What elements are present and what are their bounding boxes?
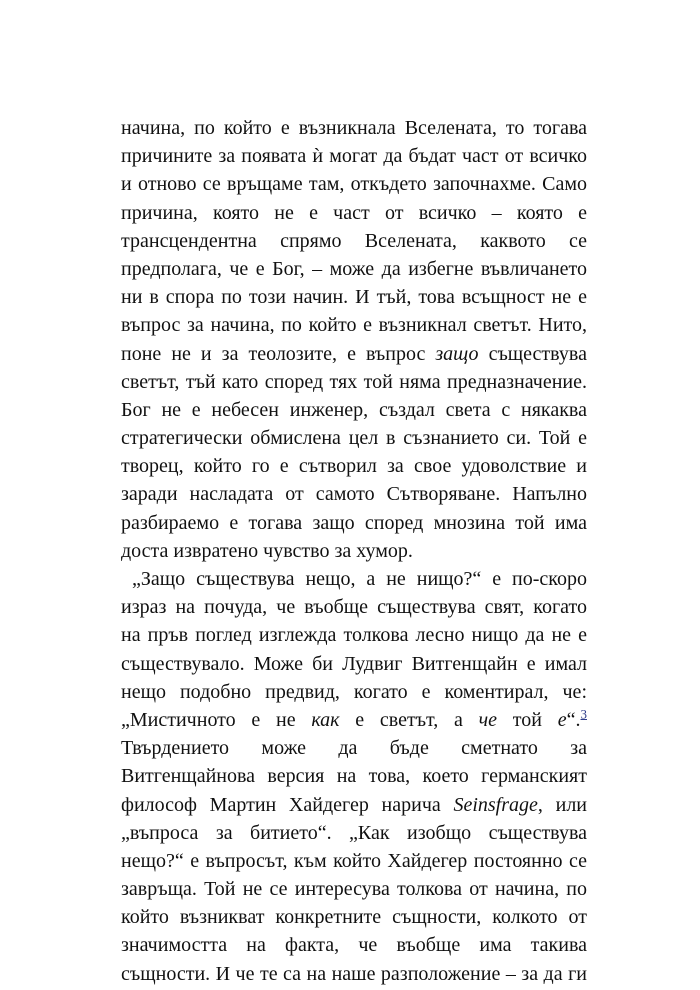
text-line: израз на почуда, че въобще съществува свят, когато: [121, 596, 587, 619]
text-line: начина, по който е възникнала Вселената, то тогава: [121, 117, 587, 139]
text-line: завръща. Той не се интересува толкова от начина, по: [121, 878, 587, 901]
text-line: нещо подобно предвид, когато е коментирал, че:: [121, 680, 587, 703]
text-line: причина, която не е част от всичко – която е: [121, 201, 587, 224]
text-line: творец, който го е сътворил за свое удоволствие и: [121, 455, 587, 478]
text-line: въпрос за начина, по който е възникнал светът. Нито,: [121, 314, 587, 337]
text-line: Бог не е небесен инженер, създал света с някаква: [121, 398, 587, 421]
emphasis: че: [478, 708, 498, 731]
text-line: „Мистичното е не как е светът, а че той е“.$^3$: [121, 706, 587, 731]
text-line: трансцендентна спрямо Вселената, каквото се: [121, 229, 587, 252]
text-line: разбираемо е тогава защо според мнозина той има: [121, 511, 587, 534]
text-line: на пръв поглед изглежда толкова лесно нищо да не е: [121, 624, 587, 647]
text-line: ни в спора по този начин. И тъй, това всъщност не е: [121, 286, 587, 309]
emphasis: е: [557, 708, 567, 731]
text-line: поне не и за теолозите, е въпрос защо съществува: [121, 342, 587, 365]
text-line: причините за появата ѝ могат да бъдат част от всичко: [121, 145, 587, 168]
text-line: светът, тъй като според тях той няма предназначение.: [121, 370, 587, 393]
text-line: „въпроса за битието“. „Как изобщо съществува: [121, 821, 587, 844]
text-line-last: доста извратено чувство за хумор.: [121, 539, 413, 562]
text-line: заради насладата от самото Сътворяване. Напълно: [121, 483, 587, 506]
paragraph-2: [121, 565, 587, 988]
text-line: същности. И че те са на наше разположение – за да ги: [121, 962, 587, 985]
emphasis: как: [311, 708, 340, 731]
text-line: философ Мартин Хайдегер нарича Seinsfrage, или: [121, 793, 587, 816]
footnote-link[interactable]: 3: [580, 706, 587, 722]
text-line: Твърдението може да бъде сметнато за: [121, 737, 587, 760]
text-line: значимостта на факта, че въобще има такива: [121, 934, 587, 957]
emphasis: защо: [435, 342, 479, 365]
text-line: и отново се връщаме там, откъдето започнахме. Само: [121, 173, 587, 196]
text-line: нещо?“ е въпросът, към който Хайдегер постоянно се: [121, 849, 587, 872]
text-line: съществувало. Може би Лудвиг Витгенщайн е имал: [121, 652, 587, 675]
text-line: който възникват конкретните същности, колкото от: [121, 906, 587, 929]
emphasis: Seinsfrage: [453, 793, 538, 816]
paragraph-1: [121, 114, 587, 565]
text-line-first: „Защо съществува нещо, а не нищо?“ е по-скоро: [132, 568, 587, 590]
text-line: предполага, че е Бог, – може да избегне въвличането: [121, 257, 587, 280]
text-line: Витгенщайнова версия на това, което германският: [121, 765, 587, 788]
text-line: стратегически обмислена цел в съзнанието си. Той е: [121, 427, 587, 450]
book-page: [121, 114, 587, 988]
